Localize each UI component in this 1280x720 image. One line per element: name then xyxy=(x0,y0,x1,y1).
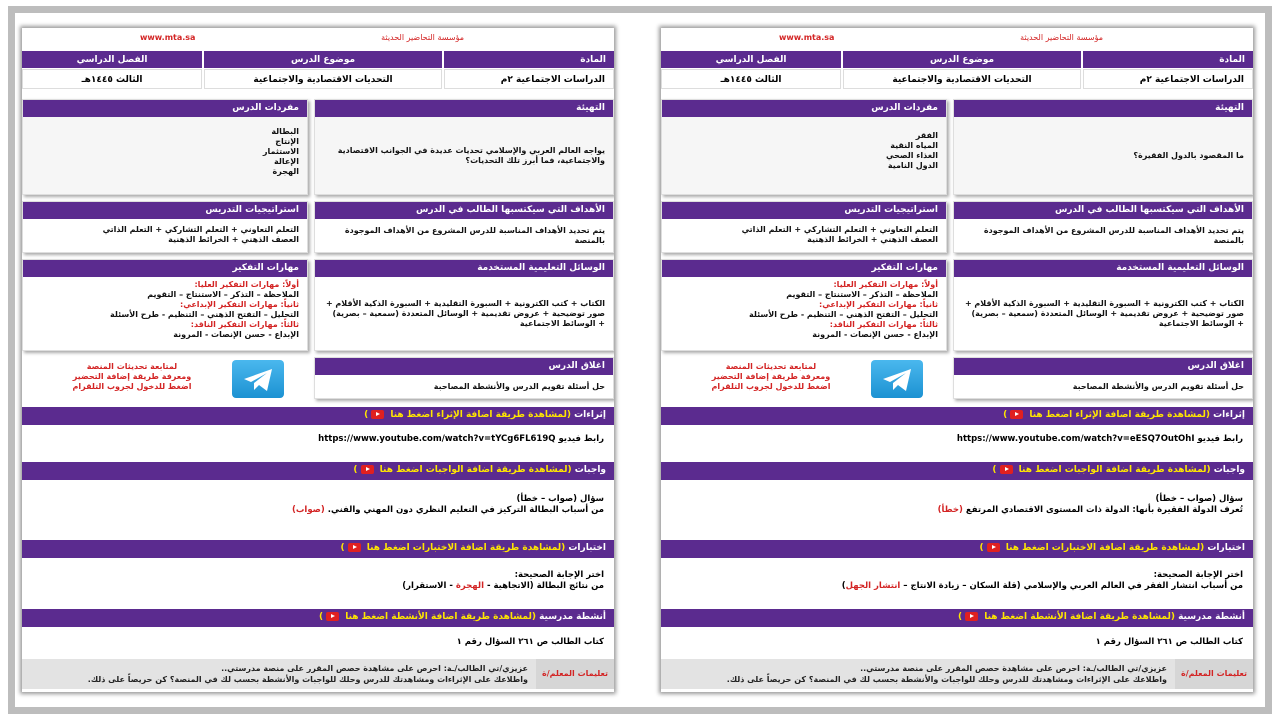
video-label: رابط فيديو xyxy=(1197,434,1243,444)
thinking-heading: ثانياً: مهارات التفكير الإبداعي: xyxy=(819,300,938,309)
thinking-box xyxy=(661,259,947,351)
follow-line: اضغط للدخول لجروب التلقرام xyxy=(72,382,192,391)
thinking-heading: ثالثاً: مهارات التفكير الناقد: xyxy=(829,320,938,329)
teacher-notes-label: تعليمات المعلم/ة xyxy=(536,659,614,689)
homework-body xyxy=(661,480,1253,534)
tests-body xyxy=(661,558,1253,606)
goals-text: يتم تحديد الأهداف المناسبة للدرس المشروع من الأهداف الموجودة بالمنصة xyxy=(344,225,605,245)
term-value: الثالث ١٤٤٥هـ xyxy=(22,69,202,89)
tests-section xyxy=(661,540,1253,606)
thinking-text: الملاحظة – التذكر – الاستنتاج – التقويم xyxy=(786,290,938,299)
video-url[interactable]: https://www.youtube.com/watch?v=eESQ7OutOhI xyxy=(956,434,1195,444)
enrich-header xyxy=(22,407,614,425)
activities-section xyxy=(22,609,614,657)
homework-how-link[interactable]: (لمشاهدة طريقة اضافة الواجبات اضغط هنا ) xyxy=(353,465,572,475)
homework-answer: (خطأ) xyxy=(937,505,963,515)
vocab-item: الغذاء الصحي xyxy=(886,151,938,160)
teacher-notes-text xyxy=(667,663,1167,685)
activities-header xyxy=(22,609,614,627)
enrich-how-text: (لمشاهدة طريقة اضافة الإثراء اضغط هنا xyxy=(1029,410,1210,420)
homework-question: سؤال (صواب – خطأ) xyxy=(516,494,604,504)
tests-question: اختر الإجابة الصحيحة: xyxy=(1153,570,1243,580)
warmup-title: التهيئة xyxy=(954,100,1252,117)
enrich-section xyxy=(22,407,614,459)
term-value: الثالث ١٤٤٥هـ xyxy=(661,69,841,89)
thinking-heading: ثانياً: مهارات التفكير الإبداعي: xyxy=(180,300,299,309)
teacher-notes-text xyxy=(28,663,528,685)
notes-line: واطلاعك على الإثراءات ومشاهدتك للدرس وحلك للواجبات والأنشطة بحسب لك في المنصة؟ كن حريصاً على ذلك. xyxy=(726,675,1167,684)
activities-how-link[interactable]: (لمشاهدة طريقة اضافة الأنشطة اضغط هنا ) xyxy=(318,612,536,622)
tests-body xyxy=(22,558,614,606)
tests-how-link[interactable]: (لمشاهدة طريقة اضافة الاختبارات اضغط هنا ) xyxy=(340,543,566,553)
warmup-text: ما المقصود بالدول الفقيرة؟ xyxy=(954,117,1252,194)
thinking-text: الملاحظة – التذكر – الاستنتاج – التقويم xyxy=(147,290,299,299)
warmup-title: التهيئة xyxy=(315,100,613,117)
tools-box xyxy=(953,259,1253,351)
strategies-line: العصف الذهني + الخرائط الذهنية xyxy=(168,235,299,244)
telegram-icon[interactable] xyxy=(871,360,923,398)
tests-text: من أسباب انتشار الفقر في العالم العربي والإسلامي (قلة السكان – زيادة الانتاج – xyxy=(903,581,1243,591)
thinking-text: الإبداع - حسن الإنصات - المرونة xyxy=(173,330,299,339)
enrich-how-link[interactable]: (لمشاهدة طريقة اضافة الإثراء اضغط هنا ) xyxy=(1003,410,1210,420)
tools-text: الكتاب + كتب الكترونية + السبورة التقليدية + السبورة الذكية الأقلام + صور توضيحية + عروض تقديمية + الوسائل المتعددة (سمعية – بصرية) + الوسائط الاجتماعية xyxy=(325,298,605,328)
activities-section xyxy=(661,609,1253,657)
top-bar xyxy=(22,31,614,47)
tests-question: اختر الإجابة الصحيحة: xyxy=(514,570,604,580)
tests-tail: - الاستقرار) xyxy=(402,581,453,591)
enrich-header xyxy=(661,407,1253,425)
youtube-icon[interactable] xyxy=(371,410,384,419)
youtube-icon[interactable] xyxy=(987,543,1000,552)
follow-line: لمتابعة تحديثات المنصة xyxy=(725,362,817,371)
homework-header xyxy=(22,462,614,480)
tests-answer: الهجرة xyxy=(455,581,485,591)
follow-line: لمتابعة تحديثات المنصة xyxy=(86,362,178,371)
warmup-box xyxy=(314,99,614,195)
vocab-title: مفردات الدرس xyxy=(23,100,307,117)
vocab-item: الإعالة xyxy=(273,157,299,166)
homework-how-text: (لمشاهدة طريقة اضافة الواجبات اضغط هنا xyxy=(379,465,572,475)
video-label: رابط فيديو xyxy=(558,434,604,444)
thinking-body xyxy=(662,277,946,350)
enrich-section xyxy=(661,407,1253,459)
tests-header xyxy=(22,540,614,558)
vocab-item: الإنتاج xyxy=(275,137,299,146)
telegram-follow-text[interactable] xyxy=(42,362,222,392)
org-name: مؤسسة التحاضير الحديثة xyxy=(1020,33,1103,42)
teacher-notes xyxy=(661,659,1253,689)
tests-how-text: (لمشاهدة طريقة اضافة الاختبارات اضغط هنا xyxy=(1005,543,1205,553)
enrich-title: إثراءات xyxy=(1213,410,1245,420)
activities-title: أنشطة مدرسية xyxy=(539,612,606,622)
tests-header xyxy=(661,540,1253,558)
topic-label: موضوع الدرس xyxy=(204,51,442,68)
strategies-title: استراتيجيات التدريس xyxy=(662,202,946,219)
enrich-body xyxy=(22,425,614,459)
strategies-body xyxy=(662,219,946,252)
activities-how-link[interactable]: (لمشاهدة طريقة اضافة الأنشطة اضغط هنا ) xyxy=(957,612,1175,622)
youtube-icon[interactable] xyxy=(965,612,978,621)
youtube-icon[interactable] xyxy=(361,465,374,474)
follow-line: اضغط للدخول لجروب التلقرام xyxy=(711,382,831,391)
tests-how-text: (لمشاهدة طريقة اضافة الاختبارات اضغط هنا xyxy=(366,543,566,553)
activities-text: كتاب الطالب ص ٢٦١ السؤال رقم ١ xyxy=(22,627,614,657)
activities-title: أنشطة مدرسية xyxy=(1178,612,1245,622)
homework-how-text: (لمشاهدة طريقة اضافة الواجبات اضغط هنا xyxy=(1018,465,1211,475)
thinking-text: التحليل – التفتح الذهني – التنظيم - طرح الأسئلة xyxy=(749,310,938,319)
vocab-item: الدول النامية xyxy=(887,161,938,170)
vocab-item: الهجرة xyxy=(272,167,299,176)
follow-line: ومعرفة طريقة إضافة التحضير xyxy=(711,372,831,381)
activities-how-text: (لمشاهدة طريقة اضافة الأنشطة اضغط هنا xyxy=(345,612,536,622)
thinking-body xyxy=(23,277,307,350)
strategies-line: العصف الذهني + الخرائط الذهنية xyxy=(807,235,938,244)
vocab-list xyxy=(662,117,946,194)
tests-text: من نتائج البطالة (الاتجاهية - xyxy=(487,581,604,591)
tools-text: الكتاب + كتب الكترونية + السبورة التقليدية + السبورة الذكية الأقلام + صور توضيحية + عروض تقديمية + الوسائل المتعددة (سمعية – بصرية) + الوسائط الاجتماعية xyxy=(964,298,1244,328)
thinking-title: مهارات التفكير xyxy=(23,260,307,277)
vocab-list xyxy=(23,117,307,194)
homework-how-link[interactable]: (لمشاهدة طريقة اضافة الواجبات اضغط هنا ) xyxy=(992,465,1211,475)
top-bar xyxy=(661,31,1253,47)
subject-label: المادة xyxy=(1083,51,1253,68)
lesson-page-left xyxy=(22,28,614,692)
vocab-title: مفردات الدرس xyxy=(662,100,946,117)
strategies-body xyxy=(23,219,307,252)
youtube-icon[interactable] xyxy=(326,612,339,621)
vocab-box xyxy=(661,99,947,195)
telegram-follow-text[interactable] xyxy=(681,362,861,392)
homework-answer: (صواب) xyxy=(292,505,325,515)
vocab-item: الفقر xyxy=(915,131,938,140)
enrich-title: إثراءات xyxy=(574,410,606,420)
enrich-body xyxy=(661,425,1253,459)
tests-how-link[interactable]: (لمشاهدة طريقة اضافة الاختبارات اضغط هنا ) xyxy=(979,543,1205,553)
enrich-how-text: (لمشاهدة طريقة اضافة الإثراء اضغط هنا xyxy=(390,410,571,420)
topic-value: التحديات الاقتصادية والاجتماعية xyxy=(204,69,442,89)
goals-box xyxy=(314,201,614,253)
notes-line: واطلاعك على الإثراءات ومشاهدتك للدرس وحلك للواجبات والأنشطة بحسب لك في المنصة؟ كن حريصاً على ذلك. xyxy=(87,675,528,684)
vocab-item: المياه النقية xyxy=(890,141,938,150)
homework-body xyxy=(22,480,614,534)
thinking-box xyxy=(22,259,308,351)
enrich-how-link[interactable]: (لمشاهدة طريقة اضافة الإثراء اضغط هنا ) xyxy=(364,410,571,420)
closing-box xyxy=(953,357,1253,399)
closing-text: حل أسئلة تقويم الدرس والأنشطة المصاحبة xyxy=(1072,381,1244,391)
goals-text: يتم تحديد الأهداف المناسبة للدرس المشروع من الأهداف الموجودة بالمنصة xyxy=(983,225,1244,245)
term-label: الفصل الدراسي xyxy=(661,51,841,68)
teacher-notes-label: تعليمات المعلم/ة xyxy=(1175,659,1253,689)
tests-answer: انتشار الجهل xyxy=(845,581,901,591)
tools-title: الوسائل التعليمية المستخدمة xyxy=(315,260,613,277)
closing-text: حل أسئلة تقويم الدرس والأنشطة المصاحبة xyxy=(433,381,605,391)
closing-title: اغلاق الدرس xyxy=(315,358,613,375)
homework-text: تُعرف الدولة الفقيرة بأنها: الدولة ذات المستوى الاقتصادي المرتفع xyxy=(965,505,1243,515)
video-url[interactable]: https://www.youtube.com/watch?v=tYCg6FL619Q xyxy=(318,434,556,444)
tools-box xyxy=(314,259,614,351)
activities-text: كتاب الطالب ص ٢٦١ السؤال رقم ١ xyxy=(661,627,1253,657)
topic-value: التحديات الاقتصادية والاجتماعية xyxy=(843,69,1081,89)
lesson-page-right xyxy=(661,28,1253,692)
homework-section xyxy=(661,462,1253,534)
warmup-text: يواجه العالم العربي والإسلامي تحديات عديدة في الجوانب الاقتصادية والاجتماعية، فما أبرز تلك التحديات؟ xyxy=(315,117,613,194)
teacher-notes xyxy=(22,659,614,689)
goals-box xyxy=(953,201,1253,253)
vocab-box xyxy=(22,99,308,195)
youtube-icon[interactable] xyxy=(1010,410,1023,419)
topic-label: موضوع الدرس xyxy=(843,51,1081,68)
telegram-icon[interactable] xyxy=(232,360,284,398)
follow-line: ومعرفة طريقة إضافة التحضير xyxy=(72,372,192,381)
closing-box xyxy=(314,357,614,399)
tools-title: الوسائل التعليمية المستخدمة xyxy=(954,260,1252,277)
site-link[interactable]: www.mta.sa xyxy=(779,33,835,42)
closing-title: اغلاق الدرس xyxy=(954,358,1252,375)
homework-header xyxy=(661,462,1253,480)
homework-title: واجبات xyxy=(574,465,606,475)
vocab-item: البطالة xyxy=(271,127,299,136)
warmup-box xyxy=(953,99,1253,195)
strategies-line: التعلم التعاوني + التعلم التشاركي + التعلم الذاتي xyxy=(102,225,299,234)
tests-tail: ) xyxy=(841,581,846,591)
homework-text: من أسباب البطالة التركيز في التعليم النظري دون المهني والفني. xyxy=(327,505,604,515)
homework-title: واجبات xyxy=(1213,465,1245,475)
thinking-text: التحليل – التفتح الذهني – التنظيم - طرح الأسئلة xyxy=(110,310,299,319)
thinking-heading: ثالثاً: مهارات التفكير الناقد: xyxy=(190,320,299,329)
strategies-box xyxy=(661,201,947,253)
subject-value: الدراسات الاجتماعية ٢م xyxy=(1083,69,1253,89)
thinking-heading: أولاً: مهارات التفكير العليا: xyxy=(833,280,938,289)
youtube-icon[interactable] xyxy=(1000,465,1013,474)
site-link[interactable]: www.mta.sa xyxy=(140,33,196,42)
thinking-text: الإبداع - حسن الإنصات - المرونة xyxy=(812,330,938,339)
activities-how-text: (لمشاهدة طريقة اضافة الأنشطة اضغط هنا xyxy=(984,612,1175,622)
tests-title: اختبارات xyxy=(1207,543,1245,553)
notes-line: عزيزي/تي الطالب/ـة: احرص على مشاهدة حصص المقرر على منصة مدرستي.. xyxy=(860,664,1167,673)
strategies-box xyxy=(22,201,308,253)
vocab-item: الاستثمار xyxy=(262,147,299,156)
subject-label: المادة xyxy=(444,51,614,68)
term-label: الفصل الدراسي xyxy=(22,51,202,68)
strategies-line: التعلم التعاوني + التعلم التشاركي + التعلم الذاتي xyxy=(741,225,938,234)
tests-title: اختبارات xyxy=(568,543,606,553)
homework-section xyxy=(22,462,614,534)
goals-title: الأهداف التي سيكتسبها الطالب في الدرس xyxy=(954,202,1252,219)
notes-line: عزيزي/تي الطالب/ـة: احرص على مشاهدة حصص المقرر على منصة مدرستي.. xyxy=(221,664,528,673)
subject-value: الدراسات الاجتماعية ٢م xyxy=(444,69,614,89)
strategies-title: استراتيجيات التدريس xyxy=(23,202,307,219)
org-name: مؤسسة التحاضير الحديثة xyxy=(381,33,464,42)
tests-section xyxy=(22,540,614,606)
goals-title: الأهداف التي سيكتسبها الطالب في الدرس xyxy=(315,202,613,219)
youtube-icon[interactable] xyxy=(348,543,361,552)
thinking-heading: أولاً: مهارات التفكير العليا: xyxy=(194,280,299,289)
activities-header xyxy=(661,609,1253,627)
homework-question: سؤال (صواب – خطأ) xyxy=(1155,494,1243,504)
thinking-title: مهارات التفكير xyxy=(662,260,946,277)
